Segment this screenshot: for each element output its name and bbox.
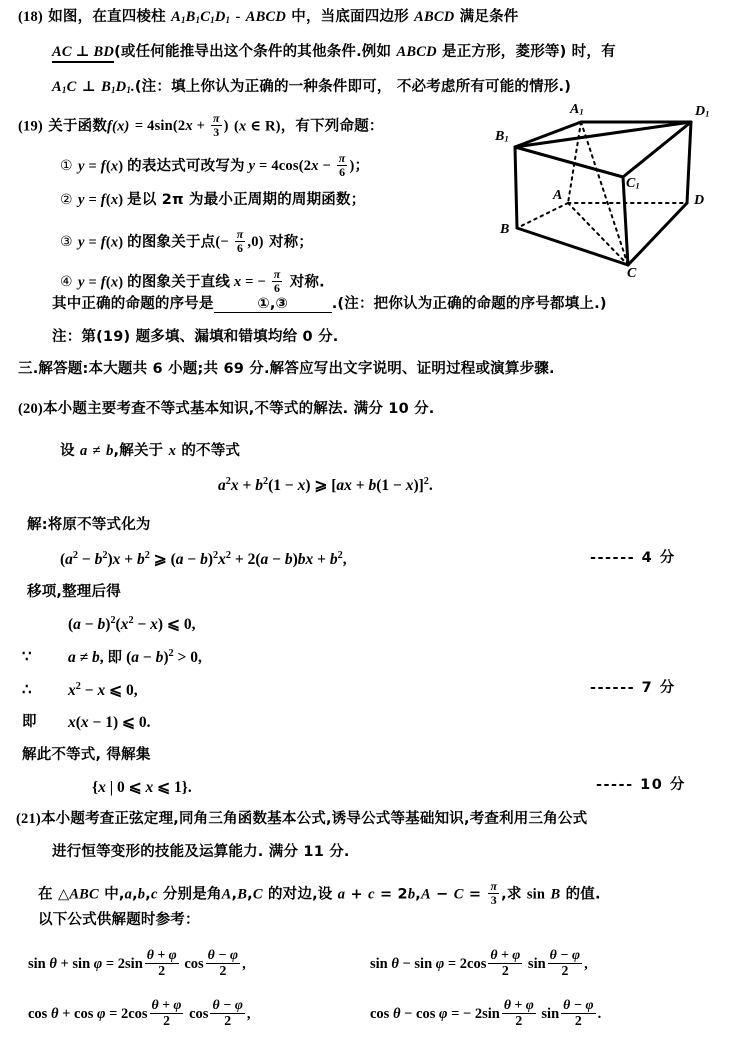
q19-stem-pre: 关于函数 <box>48 118 108 135</box>
vertex-label-B: B <box>500 222 510 237</box>
q19-number: (19) <box>18 118 43 135</box>
q19-prop-4-eq: x = − $\frac{\pi}{6}$ <box>233 267 281 295</box>
q21-formula-2-lhs: sin θ − sin φ = 2cos <box>370 956 487 972</box>
edge-D1-D <box>687 122 691 203</box>
q21-formula-3-lhs: cos θ + cos φ = 2cos <box>28 1006 148 1022</box>
q20-setup-cn2: 解关于 <box>119 443 164 459</box>
q20-step-1: $(a^2 - b^2)x + b^2$ ⩾ $(a - b)^2x^2 + 2(a - b)bx + b^2$, <box>60 549 347 568</box>
q21-formula-4-frac-2: $\frac{\theta - \varphi}{2}$ <box>563 997 594 1028</box>
q21-cn6: 求 <box>506 886 522 903</box>
q18-line1-end: 满足条件 <box>459 9 519 25</box>
q18-line2-tail: 是正方形，菱形等) 时，有 <box>442 44 616 60</box>
q18-conclusion: $A_1C$ <box>52 79 77 95</box>
q19-prop-1-body2: y = 4cos(2x − $\frac{\pi}{6}$ )； <box>248 151 370 179</box>
q20-setup-cn1: 设 <box>60 443 75 459</box>
q21-intro-line-2: 进行恒等变形的技能及运算能力. 满分 11 分. <box>52 844 350 860</box>
namely-symbol: 即 <box>22 714 37 730</box>
q18-dash: - <box>235 9 241 25</box>
q18-line-1 <box>18 10 518 25</box>
q20-solution-set: {x | 0 ⩽ x ⩽ 1}. <box>92 779 192 796</box>
q19-answer-blank[interactable]: ①,③ <box>214 297 332 313</box>
q21-formula-4-mid: sin <box>541 1006 560 1022</box>
q21-formula-4-lhs: cos θ − cos φ = − 2sin <box>370 1006 500 1022</box>
q18-conclusion-2: $B_1D_1$. <box>101 79 135 95</box>
q20-setup: 设 a ≠ b,解关于 x 的不等式 <box>60 443 241 459</box>
q21-formula-1-lhs: sin θ + sin φ = 2sin <box>28 956 143 972</box>
q20-step-4-marks: ------ 7 分 <box>590 680 676 696</box>
q21-intro-line-1 <box>16 812 587 827</box>
q18-prism-top: $A_1B_1C_1D_1$ <box>171 9 231 25</box>
q19-prop-3-cn: 的图象关于点 <box>127 234 216 251</box>
q21-formula-4-frac-1: $\frac{\theta + \varphi}{2}$ <box>503 997 534 1028</box>
q19-prop-1-cn1: 的表达式可改写为 <box>127 158 245 175</box>
vertex-label-D: D <box>694 193 705 208</box>
q20-intro <box>18 402 435 417</box>
q19-domain: (x ∈ R)， <box>233 118 296 135</box>
q21-cn4: 的对边 <box>267 886 313 903</box>
q21-intro-text-1: 本小题考查正弦定理,同角三角函数基本公式,诱导公式等基础知识,考查利用三角公式 <box>40 811 588 827</box>
q21-formula-3-tail: , <box>246 1006 251 1022</box>
q19-prop-3-fraction: $\frac{\pi}{6}$ <box>236 227 244 255</box>
q19-prop-4-body: y = f(x) <box>78 274 128 291</box>
q19-grading-note: 注：第(19) 题多填、漏填和错填均给 0 分. <box>52 329 339 345</box>
q18-base-quad: ABCD <box>414 9 455 25</box>
vertex-label-D1: $D_1$ <box>695 104 710 119</box>
q18-line2-rest: (或任何能推导出这个条件的其他条件.例如 <box>114 44 392 60</box>
q20-step-3: a ≠ b, 即 $(a - b)^2 > 0$, <box>68 647 202 666</box>
edge-B-C <box>517 228 628 265</box>
q20-solution-marks: ----- 10 分 <box>596 777 686 793</box>
q21-formula-1-tail: , <box>242 956 246 972</box>
q19-prop-3-mark: ③ <box>60 234 73 251</box>
q20-step-1-marks: ------ 4 分 <box>590 550 676 566</box>
q19-prop-1 <box>60 152 369 179</box>
q21-formula-3 <box>28 998 251 1029</box>
q20-solve-label: 解此不等式, 得解集 <box>22 747 151 763</box>
therefore-symbol: ∴ <box>22 682 32 698</box>
q19-prop-4-fraction: $\frac{\pi}{6}$ <box>273 267 281 295</box>
q21-formula-2-tail: , <box>584 956 588 972</box>
q20-number: (20) <box>18 401 43 417</box>
hidden-edge-A1-C <box>581 122 628 265</box>
q20-transform-label: 移项,整理后得 <box>27 584 121 600</box>
q19-answer-note: .(注：把你认为正确的命题的序号都填上.) <box>331 296 607 312</box>
hidden-edge-A-B <box>517 203 568 228</box>
edge-C-D <box>628 203 687 265</box>
q19-prop-4-cn: 的图象关于直线 <box>127 274 231 291</box>
q19-prop-3-cn2: 对称； <box>268 234 314 251</box>
q21-formula-2-mid: sin <box>527 956 546 972</box>
section-3-heading: 三.解答题:本大题共 6 小题;共 69 分.解答应写出文字说明、证明过程或演算步骤. <box>18 361 555 377</box>
q21-formula-2-frac-2: $\frac{\theta - \varphi}{2}$ <box>549 947 581 978</box>
because-symbol: ∵ <box>22 649 32 665</box>
q19-prop-2-mark: ② <box>60 192 73 208</box>
q20-setup-cn3: 的不等式 <box>181 443 241 459</box>
q21-number: (21) <box>16 811 41 827</box>
q21-formula-3-mid: cos <box>189 1006 209 1022</box>
q19-prop-3 <box>60 228 313 255</box>
q21-cn5: 设 <box>317 886 333 903</box>
q21-formula-1-frac-2: $\frac{\theta - \varphi}{2}$ <box>207 947 239 978</box>
q19-prop-1-fraction: $\frac{\pi}{6}$ <box>338 151 346 179</box>
q21-formula-3-frac-1: $\frac{\theta + \varphi}{2}$ <box>151 997 182 1028</box>
vertex-label-C: C <box>627 266 637 281</box>
q18-line-3 <box>52 80 571 95</box>
prism-figure <box>495 100 735 295</box>
q19-prop-2 <box>60 193 365 208</box>
q21-formulas-label: 以下公式供解题时参考： <box>38 912 200 928</box>
q20-intro-text: 本小题主要考查不等式基本知识,不等式的解法. 满分 10 分. <box>42 401 435 417</box>
vertex-label-A: A <box>553 188 563 203</box>
q21-cn1: 在 <box>38 886 53 903</box>
q18-abcd-2: ABCD <box>396 44 437 60</box>
q21-formula-1-mid: cos <box>184 956 204 972</box>
q18-line1-mid: 中，当底面四边形 <box>291 9 409 25</box>
q21-cn2: 中 <box>104 886 119 903</box>
q19-prop-3-body: y = f(x) <box>78 234 128 251</box>
q19-stem-fraction: $\frac{\pi}{3}$ <box>212 111 220 139</box>
q18-prism-bottom: ABCD <box>245 9 287 25</box>
q18-line1-pre: 如图，在直四棱柱 <box>48 9 166 25</box>
q20-step-5: x(x − 1) ⩽ 0. <box>68 714 151 731</box>
q21-formula-1 <box>28 948 246 979</box>
q18-number: (18) <box>18 9 43 25</box>
edge-B1-C1 <box>515 147 623 177</box>
vertex-label-B1: $B_1$ <box>495 129 509 144</box>
q18-line-2 <box>52 45 616 60</box>
q19-stem-post: 有下列命题： <box>295 118 384 135</box>
q19-prop-2-cn: 是以 2π 为最小正周期的周期函数； <box>127 192 366 208</box>
q19-prop-4 <box>60 268 325 295</box>
q19-answer-line <box>52 297 607 313</box>
q21-formula-2 <box>370 948 588 979</box>
q19-prop-3-point: (− $\frac{\pi}{6}$ ,0) <box>215 227 264 255</box>
q21-cn7: 的值. <box>565 886 601 903</box>
q20-step-2: $(a - b)^2(x^2 - x)$ ⩽ 0, <box>68 614 196 633</box>
q21-problem: 在 △ABC 中,a,b,c 分别是角A,B,C 的对边,设 a + c = 2b,A − C = $\frac{\pi}{3}$ ,求 sin B 的值. <box>38 879 601 907</box>
q21-problem-fraction: $\frac{\pi}{3}$ <box>490 879 498 907</box>
q20-solution-label: 解:将原不等式化为 <box>27 517 151 533</box>
q19-fx: f(x) <box>107 118 130 135</box>
q21-formula-2-frac-1: $\frac{\theta + \varphi}{2}$ <box>490 947 521 978</box>
q20-main-inequality: $a^2x + b^2(1 - x)$ ⩾ [ax + b(1 − x)]$^2$. <box>218 475 433 494</box>
q21-formula-1-frac-1: $\frac{\theta + \varphi}{2}$ <box>146 947 177 978</box>
q19-prop-1-mark: ① <box>60 158 73 175</box>
q19-prop-2-body: y = f(x) <box>78 192 128 208</box>
q19-answer-lead: 其中正确的命题的序号是 <box>52 296 214 312</box>
q18-answer-blank[interactable]: AC ⊥ BD <box>52 44 114 63</box>
q19-prop-1-body: y = f(x) <box>78 158 128 175</box>
q20-step-4: $x^2 - x$ ⩽ 0, <box>68 680 138 699</box>
perp-icon: ⊥ <box>81 79 96 95</box>
vertex-label-C1: $C_1$ <box>626 176 640 191</box>
q19-prop-4-cn2: 对称. <box>289 274 325 291</box>
edge-B1-B <box>515 147 517 228</box>
q21-formula-4 <box>370 998 601 1029</box>
q19-prop-4-mark: ④ <box>60 274 73 291</box>
q21-formula-3-frac-2: $\frac{\theta - \varphi}{2}$ <box>212 997 243 1028</box>
vertex-label-A1: $A_1$ <box>570 102 584 117</box>
q21-formula-4-tail: . <box>597 1006 602 1022</box>
q19-stem-eq: = 4sin(2x + $\frac{\pi}{3}$ ) <box>134 111 229 139</box>
q19-stem <box>18 112 384 139</box>
q21-cn3: 分别是角 <box>162 886 222 903</box>
q18-line3-note: (注：填上你认为正确的一种条件即可， 不必考虑所有可能的情形.) <box>134 79 572 95</box>
